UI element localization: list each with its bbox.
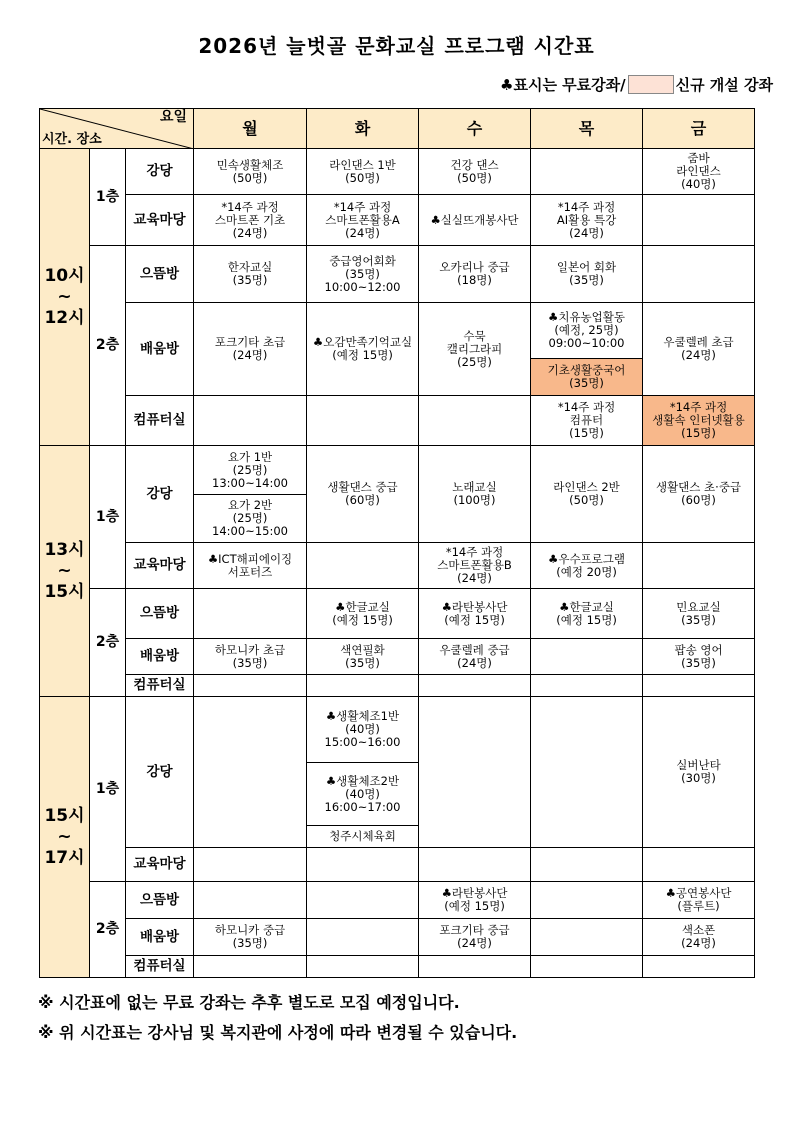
- course-cell: [419, 848, 531, 882]
- room-baeum: 배움방: [126, 639, 194, 675]
- course-cell: 수묵 캘리그라피 (25명): [419, 303, 531, 396]
- course-cell: 오카리나 중급 (18명): [419, 246, 531, 303]
- course-cell: *14주 과정 AI활용 특강 (24명): [531, 195, 643, 246]
- course-cell: [643, 848, 755, 882]
- course-cell: 하모니카 중급 (35명): [194, 919, 307, 956]
- floor-label: 1층: [90, 446, 126, 589]
- course-cell: [194, 956, 307, 978]
- room-auditorium: 강당: [126, 149, 194, 195]
- course-cell: ♣치유농업활동 (예정, 25명) 09:00~10:00: [548, 310, 625, 350]
- room-eutteum: 으뜸방: [126, 882, 194, 919]
- course-cell: [531, 919, 643, 956]
- course-cell: 민요교실 (35명): [643, 589, 755, 639]
- course-cell-new: 기초생활중국어 (35명): [531, 358, 642, 395]
- room-baeum: 배움방: [126, 303, 194, 396]
- course-cell: 실버난타 (30명): [643, 697, 755, 848]
- room-auditorium: 강당: [126, 446, 194, 543]
- corner-location-label: 시간. 장소: [42, 132, 102, 147]
- course-cell: 생활댄스 초·중급 (60명): [643, 446, 755, 543]
- course-cell: [419, 396, 531, 446]
- course-cell: 청주시체육회: [307, 825, 418, 847]
- course-cell: [419, 675, 531, 697]
- course-cell: ♣공연봉사단 (플루트): [643, 882, 755, 919]
- course-cell: [307, 543, 419, 589]
- room-edu: 교육마당: [126, 195, 194, 246]
- course-cell: 한자교실 (35명): [194, 246, 307, 303]
- course-cell: ♣한글교실 (예정 15명): [531, 589, 643, 639]
- course-cell: [194, 589, 307, 639]
- course-cell: 건강 댄스 (50명): [419, 149, 531, 195]
- course-cell-new: *14주 과정 생활속 인터넷활용 (15명): [643, 396, 755, 446]
- header-corner: [40, 109, 194, 149]
- floor-label: 2층: [90, 589, 126, 697]
- course-cell: [307, 882, 419, 919]
- course-cell: ♣라탄봉사단 (예정 15명): [419, 882, 531, 919]
- floor-label: 1층: [90, 697, 126, 882]
- room-auditorium: 강당: [126, 697, 194, 848]
- course-cell: [531, 697, 643, 848]
- timetable: [39, 108, 755, 978]
- page-title: 2026년 늘벗골 문화교실 프로그램 시간표: [198, 34, 595, 58]
- course-cell: 중급영어회화 (35명) 10:00~12:00: [307, 246, 419, 303]
- note-line: ※ 시간표에 없는 무료 강좌는 추후 별도로 모집 예정입니다.: [38, 993, 460, 1012]
- note-line: ※ 위 시간표는 강사님 및 복지관에 사정에 따라 변경될 수 있습니다.: [38, 1023, 518, 1042]
- course-cell: [531, 956, 643, 978]
- course-cell: [307, 396, 419, 446]
- course-cell: ♣우수프로그램 (예정 20명): [531, 543, 643, 589]
- footer-notes: [38, 988, 517, 1048]
- course-cell: ♣한글교실 (예정 15명): [307, 589, 419, 639]
- floor-label: 2층: [90, 246, 126, 446]
- day-header-mon: 월: [194, 109, 307, 149]
- room-computer: 컴퓨터실: [126, 396, 194, 446]
- day-header-tue: 화: [307, 109, 419, 149]
- course-cell: [307, 675, 419, 697]
- floor-label: 2층: [90, 882, 126, 978]
- course-cell: 일본어 회화 (35명): [531, 246, 643, 303]
- course-cell: [531, 882, 643, 919]
- room-computer: 컴퓨터실: [126, 675, 194, 697]
- course-cell: ♣ICT해피에이징 서포터즈: [194, 543, 307, 589]
- room-eutteum: 으뜸방: [126, 589, 194, 639]
- course-cell: [531, 149, 643, 195]
- course-cell: 요가 2반 (25명) 14:00~15:00: [194, 494, 306, 542]
- course-cell: [531, 675, 643, 697]
- course-cell: 색연필화 (35명): [307, 639, 419, 675]
- course-cell: 색소폰 (24명): [643, 919, 755, 956]
- course-cell: [531, 639, 643, 675]
- course-cell: 팝송 영어 (35명): [643, 639, 755, 675]
- course-cell: 생활댄스 중급 (60명): [307, 446, 419, 543]
- course-cell: 라인댄스 1반 (50명): [307, 149, 419, 195]
- course-cell: [194, 882, 307, 919]
- course-cell: [194, 848, 307, 882]
- room-edu: 교육마당: [126, 848, 194, 882]
- course-cell: ♣생활체조2반 (40명) 16:00~17:00: [307, 762, 418, 825]
- course-cell: [643, 675, 755, 697]
- day-header-fri: 금: [643, 109, 755, 149]
- course-cell: ♣생활체조1반 (40명) 15:00~16:00: [324, 709, 401, 749]
- course-cell: [643, 246, 755, 303]
- room-eutteum: 으뜸방: [126, 246, 194, 303]
- course-cell: [531, 848, 643, 882]
- course-cell: ♣라탄봉사단 (예정 15명): [419, 589, 531, 639]
- floor-label: 1층: [90, 149, 126, 246]
- course-cell: 우쿨렐레 중급 (24명): [419, 639, 531, 675]
- time-slot-13-15: 13시 ~ 15시: [40, 446, 90, 697]
- course-cell: [307, 848, 419, 882]
- course-cell: 하모니카 초급 (35명): [194, 639, 307, 675]
- course-cell: ♣실실뜨개봉사단: [419, 195, 531, 246]
- course-cell: 줌바 라인댄스 (40명): [643, 149, 755, 195]
- course-cell: 노래교실 (100명): [419, 446, 531, 543]
- legend-new-swatch: [628, 75, 674, 94]
- course-cell: [643, 195, 755, 246]
- course-cell: [419, 697, 531, 848]
- time-slot-10-12: 10시 ~ 12시: [40, 149, 90, 446]
- course-cell: 우쿨렐레 초급 (24명): [643, 303, 755, 396]
- course-cell: 포크기타 중급 (24명): [419, 919, 531, 956]
- room-computer: 컴퓨터실: [126, 956, 194, 978]
- course-cell: *14주 과정 컴퓨터 (15명): [531, 396, 643, 446]
- course-cell: [307, 919, 419, 956]
- course-cell: [643, 956, 755, 978]
- legend-free-text: ♣표시는 무료강좌/: [500, 76, 626, 94]
- course-cell: *14주 과정 스마트폰활용A (24명): [307, 195, 419, 246]
- course-cell: [643, 543, 755, 589]
- room-baeum: 배움방: [126, 919, 194, 956]
- course-cell: [194, 675, 307, 697]
- course-cell: 민속생활체조 (50명): [194, 149, 307, 195]
- course-cell: 요가 1반 (25명) 13:00~14:00: [212, 449, 288, 490]
- day-header-wed: 수: [419, 109, 531, 149]
- day-header-thu: 목: [531, 109, 643, 149]
- room-edu: 교육마당: [126, 543, 194, 589]
- course-cell: *14주 과정 스마트폰활용B (24명): [419, 543, 531, 589]
- course-cell: *14주 과정 스마트폰 기초 (24명): [194, 195, 307, 246]
- time-slot-15-17: 15시 ~ 17시: [40, 697, 90, 978]
- course-cell: ♣오감만족기억교실 (예정 15명): [307, 303, 419, 396]
- course-cell: [194, 396, 307, 446]
- course-cell: 라인댄스 2반 (50명): [531, 446, 643, 543]
- course-cell: [307, 956, 419, 978]
- course-cell: [419, 956, 531, 978]
- legend: [500, 74, 773, 95]
- course-cell: 포크기타 초급 (24명): [194, 303, 307, 396]
- legend-new-text: 신규 개설 강좌: [675, 76, 773, 94]
- corner-day-label: 요일: [159, 109, 188, 125]
- course-cell: [194, 697, 307, 848]
